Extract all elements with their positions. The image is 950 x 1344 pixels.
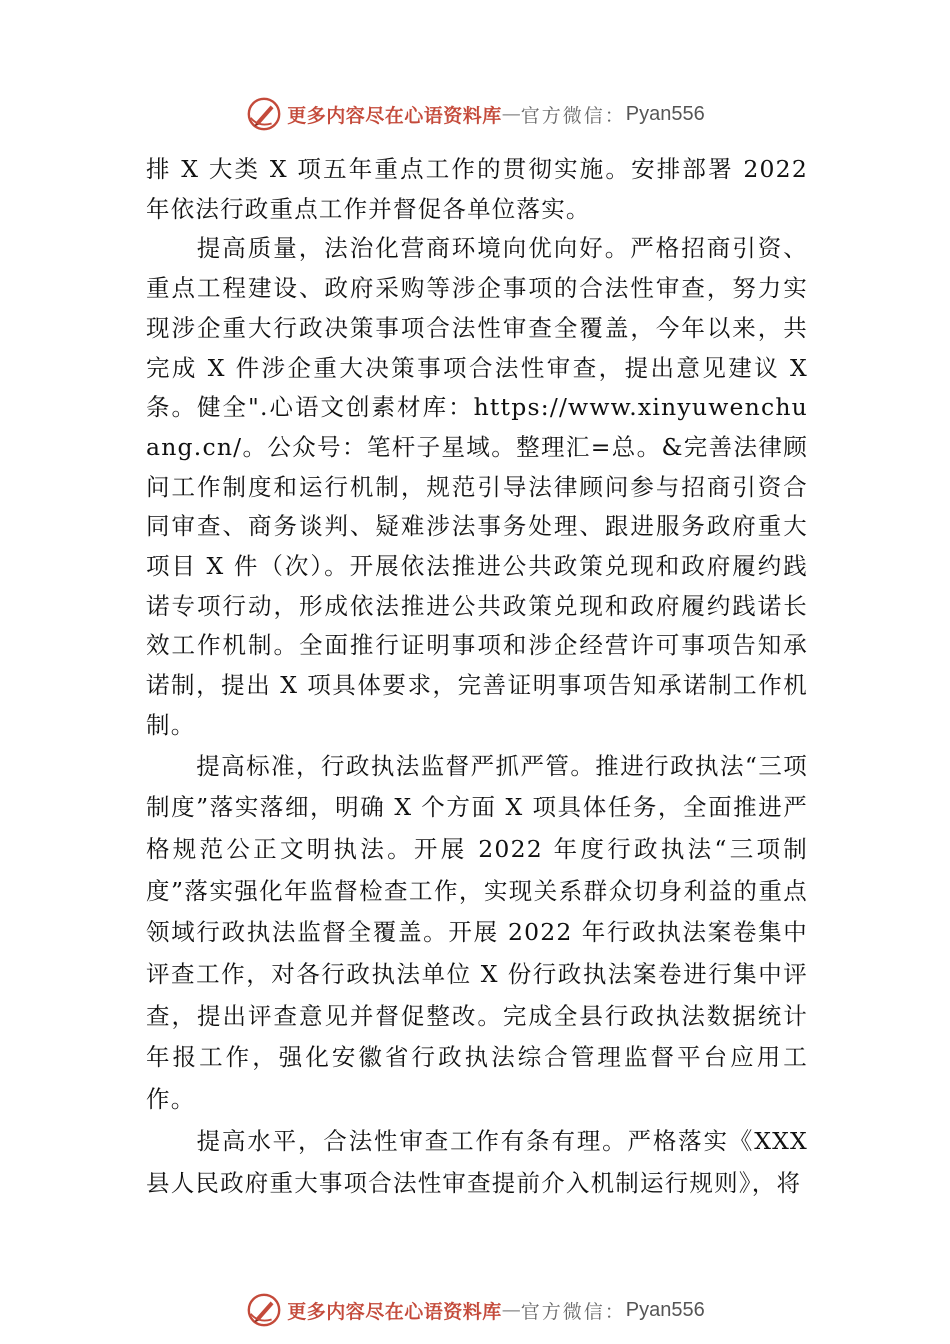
paragraph-3-text: 提高标准，行政执法监督严抓严管。推进行政执法“三项制度”落实落细，明确 X 个方面 X 项具体任务，全面推进严格规范公正文明执法。开展 2022 年度行政执法“三项制度”落实强化年监督检查工作，实现关系群众切身利益的重点领域行政执法监督全覆盖。开展 2022 年行政执法案卷集中评查工作，对各行政执法单位 X 份行政执法案卷进行集中评查，提出评查意见并督促整改。完成全县行政执法数据统计年报工作，强化安徽省行政执法综合管理监督平台应用工作。 xyxy=(146,751,808,1114)
pen-logo-icon xyxy=(245,95,283,133)
paragraph-2 xyxy=(146,229,808,745)
pen-logo-icon xyxy=(245,1291,283,1329)
footer-brand-text: 更多内容尽在心语资料库 xyxy=(287,1300,502,1323)
footer-wechat-label: 官方微信： xyxy=(520,1300,626,1323)
header-banner xyxy=(0,94,950,134)
paragraph-3 xyxy=(146,746,808,1121)
paragraph-2-text: 提高质量，法治化营商环境向优向好。严格招商引资、重点工程建设、政府采购等涉企事项的合法性审查，努力实现涉企重大行政决策事项合法性审查全覆盖，今年以来，共完成 X 件涉企重大决策事项合法性审查，提出意见建议 X 条。健全".心语文创素材库：https://www.xinyuwenchuang.cn/。公众号：笔杆子星域。整理汇=总。&完善法律顾问工作制度和运行机制，规范引导法律顾问参与招商引资合同审查、商务谈判、疑难涉法事务处理、跟进服务政府重大项目 X 件（次）。开展依法推进公共政策兑现和政府履约践诺专项行动，形成依法推进公共政策兑现和政府履约践诺长效工作机制。全面推行证明事项和涉企经营许可事项告知承诺制，提出 X 项具体要求，完善证明事项告知承诺制工作机制。 xyxy=(146,234,808,739)
document-body xyxy=(146,150,808,1204)
banner-dash: — xyxy=(501,103,521,125)
banner-wechat-label: 官方微信： xyxy=(520,104,626,127)
banner-wechat-id: Pyan556 xyxy=(625,102,705,125)
footer-wechat-id: Pyan556 xyxy=(625,1298,705,1321)
footer-dash: — xyxy=(501,1299,521,1321)
footer-banner xyxy=(0,1290,950,1330)
paragraph-4-text: 提高水平，合法性审查工作有条有理。严格落实《XXX 县人民政府重大事项合法性审查提前介入机制运行规则》，将 xyxy=(146,1126,808,1197)
paragraph-1-text: 排 X 大类 X 项五年重点工作的贯彻实施。安排部署 2022 年依法行政重点工作并督促各单位落实。 xyxy=(146,155,808,223)
paragraph-4 xyxy=(146,1121,808,1204)
paragraph-1 xyxy=(146,150,808,229)
banner-brand-text: 更多内容尽在心语资料库 xyxy=(287,104,502,127)
